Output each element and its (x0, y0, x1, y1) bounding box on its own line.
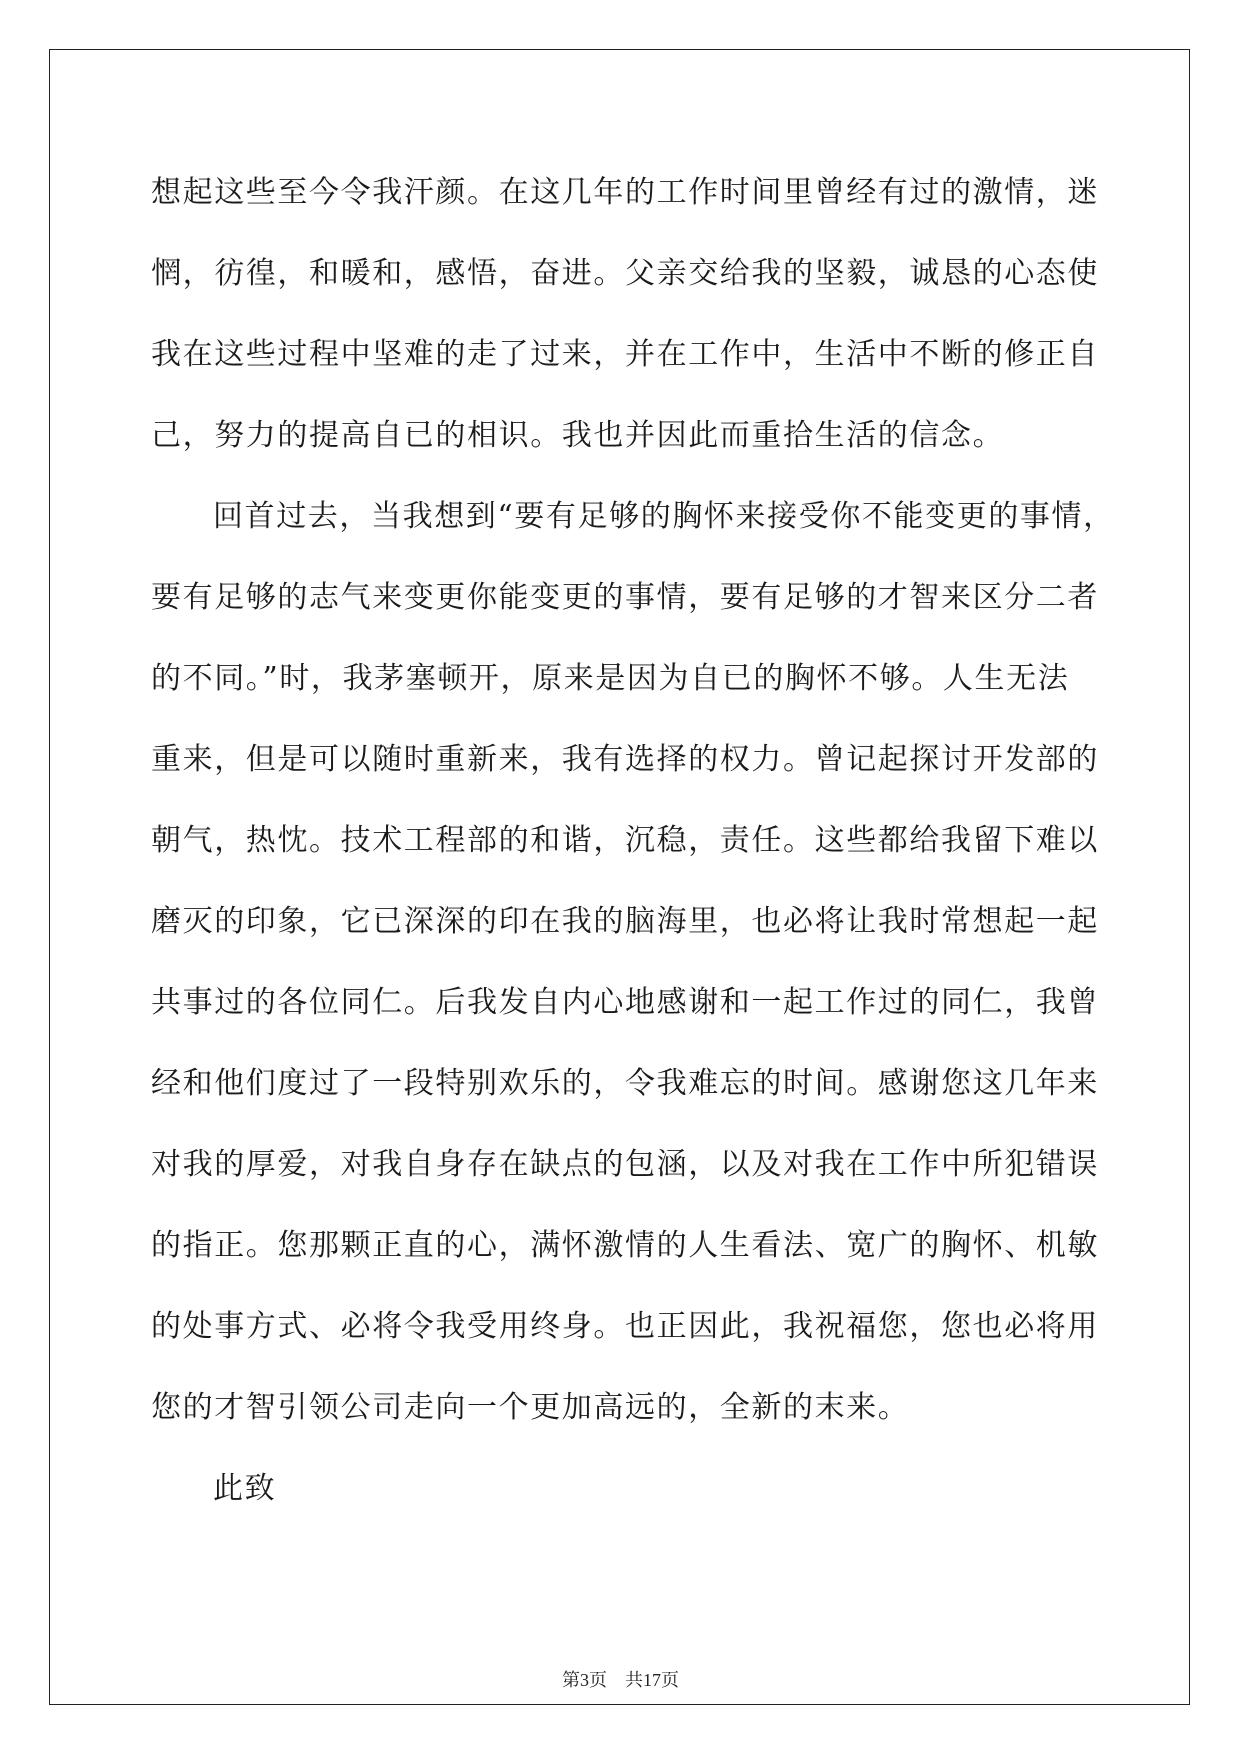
text-line: 的不同。”时，我茅塞顿开，原来是因为自已的胸怀不够。人生无法 (151, 661, 1070, 696)
page-footer (0, 1666, 1241, 1692)
text-line: 对我的厚爱，对我自身存在缺点的包涵，以及对我在工作中所犯错误 (151, 1147, 1099, 1182)
page-total: 共17页 (625, 1670, 679, 1690)
text-line: 朝气，热忱。技术工程部的和谐，沉稳，责任。这些都给我留下难以 (151, 823, 1099, 858)
text-line: 想起这些至今令我汗颜。在这几年的工作时间里曾经有过的激情，迷 (151, 175, 1099, 210)
text-line: 要有足够的志气来变更你能变更的事情，要有足够的才智来区分二者 (151, 580, 1099, 615)
text-line: 的处事方式、必将令我受用终身。也正因此，我祝福您，您也必将用 (151, 1309, 1099, 1344)
text-line: 我在这些过程中坚难的走了过来，并在工作中，生活中不断的修正自 (151, 337, 1099, 372)
text-line: 的指正。您那颗正直的心，满怀激情的人生看法、宽广的胸怀、机敏 (151, 1228, 1099, 1263)
text-line: 您的才智引领公司走向一个更加高远的，全新的末来。 (151, 1390, 910, 1425)
text-line: 惘，彷徨，和暖和，感悟，奋进。父亲交给我的坚毅，诚恳的心态使 (151, 256, 1099, 291)
paragraph-start-line: 回首过去，当我想到“要有足够的胸怀来接受你不能变更的事情， (213, 499, 1115, 534)
text-line: 磨灭的印象，它已深深的印在我的脑海里，也必将让我时常想起一起 (151, 904, 1099, 939)
text-line: 经和他们度过了一段特别欢乐的，令我难忘的时间。感谢您这几年来 (151, 1066, 1099, 1101)
document-body (151, 152, 1115, 1529)
text-line: 己，努力的提高自已的相识。我也并因此而重拾生活的信念。 (151, 418, 1005, 453)
closing-salutation: 此致 (213, 1471, 277, 1506)
text-line: 共事过的各位同仁。后我发自内心地感谢和一起工作过的同仁，我曾 (151, 985, 1099, 1020)
text-line: 重来，但是可以随时重新来，我有选择的权力。曾记起探讨开发部的 (151, 742, 1099, 777)
page-number: 第3页 (562, 1670, 607, 1690)
